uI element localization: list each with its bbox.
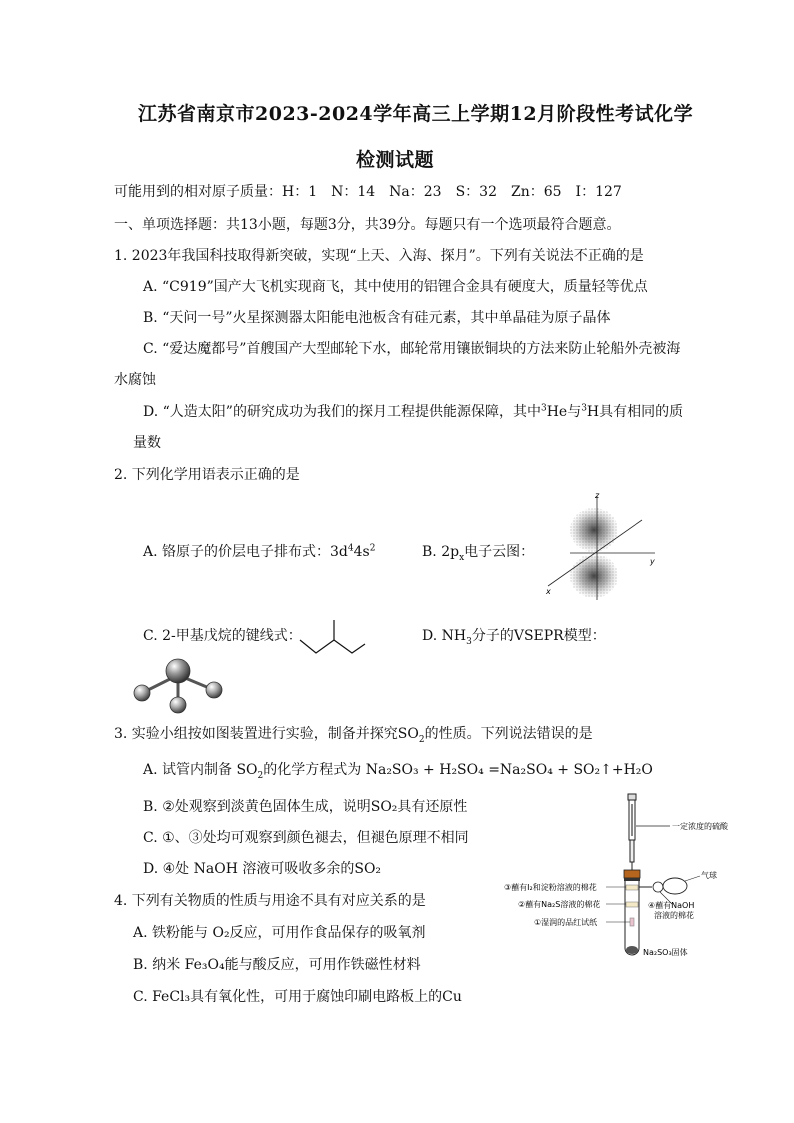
- q1-d-mass-h: 3: [581, 403, 587, 414]
- label-4a: ④蘸有NaOH: [648, 901, 695, 910]
- q4-stem: 4. 下列有关物质的性质与用途不具有对应关系的是: [114, 893, 426, 909]
- cotton-4: [653, 882, 663, 892]
- q2-option-b: [422, 542, 534, 562]
- orbital-lobe-upper: [570, 508, 618, 552]
- q1-option-b: B. “天问一号”火星探测器太阳能电池板含有硅元素，其中单晶硅为原子晶体: [143, 310, 611, 326]
- q2-a-text: A. 铬原子的价层电子排布式：: [143, 544, 331, 560]
- cotton-2: [626, 902, 638, 907]
- axis-x-label: x: [546, 587, 551, 596]
- q1-option-c: C. “爱达魔都号”首艘国产大型邮轮下水，邮轮常用镶嵌铜块的方法来防止轮船外壳被海: [143, 341, 681, 357]
- label-4b: 溶液的棉花: [654, 911, 694, 920]
- q2-a-3d: 3d: [330, 544, 348, 560]
- label-1: ①湿润的品红试纸: [534, 918, 598, 927]
- acid-dropper: [628, 794, 636, 870]
- q3-stem: [114, 724, 593, 744]
- orbital-figure: [540, 490, 660, 600]
- section-heading: 一、单项选择题：共13小题，每题3分，共39分。每题只有一个选项最符合题意。: [114, 217, 621, 233]
- atomic-mass-line: 可能用到的相对原子质量：H：1 N：14 Na：23 S：32 Zn：65 I：127: [114, 184, 622, 200]
- q3-option-a: [143, 760, 653, 780]
- litmus-paper: [630, 918, 634, 926]
- apparatus-diagram: [500, 790, 770, 970]
- q1-stem: 1. 2023年我国科技取得新突破，实现“上天、入海、探月”。下列有关说法不正确的是: [114, 248, 644, 264]
- q2-a-4s: 4s: [353, 544, 370, 560]
- page-title: 江苏省南京市2023-2024学年高三上学期12月阶段性考试化学: [138, 103, 694, 125]
- label-3: ③蘸有I₂和淀粉溶液的棉花: [504, 883, 597, 892]
- q2-stem: 2. 下列化学用语表示正确的是: [114, 467, 300, 483]
- q1-d-mid: 与: [567, 404, 582, 420]
- q2-option-c: C. 2-甲基戊烷的键线式：: [143, 628, 302, 644]
- page-subtitle: 检测试题: [356, 149, 435, 171]
- q3-option-b: B. ②处观察到淡黄色固体生成，说明SO₂具有还原性: [143, 799, 468, 815]
- q2-b-sub: x: [459, 552, 465, 563]
- q3-a-text: A. 试管内制备 SO: [143, 762, 258, 778]
- axis-z-label: z: [595, 491, 600, 500]
- q3-option-d: D. ④处 NaOH 溶液可吸收多余的SO₂: [143, 861, 382, 877]
- q1-d-h: H: [586, 404, 600, 420]
- label-balloon: 气球: [701, 871, 717, 880]
- q2-d-sub: 3: [466, 636, 472, 647]
- label-acid: 一定浓度的硫酸: [672, 822, 728, 831]
- q1-option-d: [143, 402, 683, 422]
- q2-a-sup1: 4: [347, 543, 354, 554]
- q4-option-c: C. FeCl₃具有氧化性，可用于腐蚀印刷电路板上的Cu: [133, 989, 462, 1005]
- label-2: ②蘸有Na₂S溶液的棉花: [518, 900, 601, 909]
- q1-option-a: A. “C919”国产大飞机实现商飞，其中使用的铝锂合金具有硬度大，质量轻等优点: [143, 279, 648, 295]
- q1-d-he: He: [546, 404, 568, 420]
- q4-option-a: A. 铁粉能与 O₂反应，可用作食品保存的吸氧剂: [133, 925, 426, 941]
- q1-option-c-cont: 水腐蚀: [114, 372, 156, 388]
- q3-stem-prefix: 3. 实验小组按如图装置进行实验，制备并探究SO: [114, 726, 419, 742]
- q2-a-sup2: 2: [369, 543, 376, 554]
- skeletal-formula-2-methylpentane: [296, 617, 368, 657]
- q2-b-text: B. 2p: [422, 544, 460, 560]
- q1-d-suffix: 具有相同的质: [599, 404, 684, 420]
- q1-d-mass-he: 3: [540, 403, 547, 414]
- label-solid: Na₂SO₃固体: [643, 948, 688, 957]
- q3-stem-suffix: 的性质。下列说法错误的是: [424, 726, 593, 742]
- balloon: [663, 878, 687, 894]
- solid-na2so3: [626, 946, 638, 954]
- q2-d-text: D. NH: [422, 628, 467, 644]
- axis-y-label: y: [650, 557, 655, 566]
- q3-stem-sub: 2: [418, 734, 425, 745]
- stopper-ring: [624, 878, 640, 881]
- q2-d-suffix: 分子的VSEPR模型：: [471, 628, 606, 644]
- q2-option-a: [143, 542, 375, 562]
- q3-option-c: C. ①、③处均可观察到颜色褪去，但褪色原理不相同: [143, 830, 469, 846]
- q4-option-b: B. 纳米 Fe₃O₄能与酸反应，可用作铁磁性材料: [133, 957, 421, 973]
- vsepr-model: [128, 655, 228, 715]
- q3-a-mid: 的化学方程式为: [263, 762, 366, 778]
- q1-option-d-cont: 量数: [133, 435, 161, 451]
- q3-a-sub: 2: [257, 770, 264, 781]
- q1-d-prefix: D. “人造太阳”的研究成功为我们的探月工程提供能源保障，其中: [143, 404, 541, 420]
- q2-b-suffix: 电子云图：: [464, 544, 535, 560]
- q3-a-equation: Na₂SO₃ + H₂SO₄ =Na₂SO₄ + SO₂↑+H₂O: [365, 762, 653, 778]
- q2-option-d: [422, 626, 606, 646]
- cotton-3: [626, 885, 638, 890]
- stopper: [624, 870, 640, 878]
- orbital-lobe-lower: [570, 554, 618, 598]
